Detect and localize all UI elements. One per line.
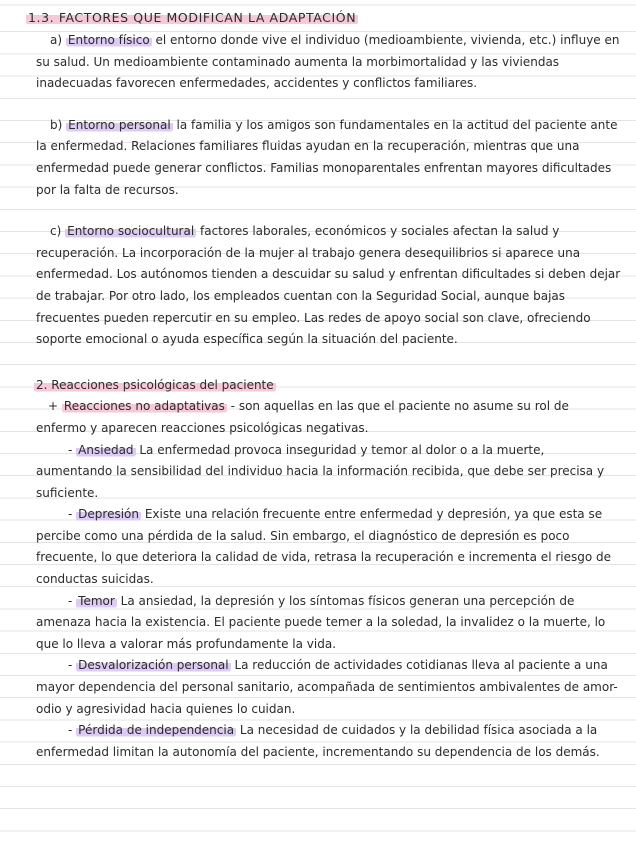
reaction-ansiedad-text: La enfermedad provoca inseguridad y temor al dolor o a la muerte, aumentando la sensibilidad del individuo hacia la información recibida, que debe ser precisa y suficiente. xyxy=(36,442,605,500)
reaction-ansiedad-marker: - xyxy=(68,442,73,457)
factor-c-marker: c) xyxy=(50,224,62,239)
reaction-ansiedad-term: Ansiedad xyxy=(78,442,134,457)
page-title-text: 1.3. FACTORES QUE MODIFICAN LA ADAPTACIÓN xyxy=(28,10,357,25)
page-title xyxy=(26,8,622,28)
factor-b-text: la familia y los amigos son fundamentales en la actitud del paciente ante la enfermedad. Relaciones familiares fluidas ayudan en la recuperación, mientras que una enfermedad puede generar conflictos. Familias monoparentales enfrentan mayores dificultades por la falta de recursos. xyxy=(36,117,618,197)
factor-b-term: Entorno personal xyxy=(68,117,171,132)
factor-a-text: el entorno donde vive el individuo (medioambiente, vivienda, etc.) influye en su salud. Un medioambiente contaminado aumenta la morbimortalidad y las viviendas inadecuadas favorecen enfermedades, accidentes y conflictos familiares. xyxy=(36,33,620,91)
factor-a-marker: a) xyxy=(50,33,63,47)
reaction-intro-text: - son aquellas en las que el paciente no asume su rol de enfermo y aparecen reacciones psicológicas negativas. xyxy=(36,399,569,435)
reaction-perdida-independencia-term: Pérdida de independencia xyxy=(78,723,235,738)
factor-a xyxy=(36,30,622,95)
factor-c-term: Entorno sociocultural xyxy=(67,224,195,239)
reaction-desvalorizacion-term: Desvalorización personal xyxy=(78,658,229,673)
reaction-depresion-term: Depresión xyxy=(78,507,139,522)
reaction-ansiedad xyxy=(36,440,622,505)
reaction-depresion-text: Existe una relación frecuente entre enfermedad y depresión, ya que esta se percibe como una pérdida de la salud. Sin embargo, el diagnóstico de depresión es poco frecuente, lo que deteriora la calidad de vida, retrasa la recuperación e incrementa el riesgo de conductas suicidas. xyxy=(36,507,612,587)
factor-b xyxy=(36,115,622,201)
reaction-intro-term: Reacciones no adaptativas xyxy=(63,399,225,414)
reaction-temor-text: La ansiedad, la depresión y los síntomas físicos generan una percepción de amenaza hacia la existencia. El paciente puede temer a la soledad, la invalidez o la muerte, lo que lo lleva a valorar más profundamente la vida. xyxy=(36,593,606,651)
reaction-intro-marker: + xyxy=(48,399,59,414)
reaction-temor-marker: - xyxy=(68,593,73,608)
factor-b-marker: b) xyxy=(50,117,63,132)
factor-c xyxy=(36,221,622,351)
reaction-depresion-marker: - xyxy=(68,507,73,522)
reaction-intro xyxy=(36,396,622,439)
spacer xyxy=(36,201,622,221)
reaction-depresion xyxy=(36,504,622,590)
factor-a-term: Entorno físico xyxy=(67,33,150,47)
spacer xyxy=(36,95,622,115)
factor-c-text: factores laborales, económicos y sociales afectan la salud y recuperación. La incorporación de la mujer al trabajo genera desequilibrios si aparece una enfermedad. Los autónomos tienden a descuidar su salud y enfrentan dificultades si deben dejar de trabajar. Por otro lado, los empleados cuentan con la Seguridad Social, aunque bajas frecuentes pueden repercutir en su empleo. Las redes de apoyo social son clave, ofreciendo soporte emocional o ayuda específica según la situación del paciente. xyxy=(36,224,621,347)
reaction-perdida-independencia-marker: - xyxy=(68,723,73,738)
spacer xyxy=(36,351,622,375)
reaction-desvalorizacion-text: La reducción de actividades cotidianas lleva al paciente a una mayor dependencia del personal sanitario, acompañada de sentimientos ambivalentes de amor-odio y agresividad hacia quienes lo cuidan. xyxy=(36,658,618,716)
reaction-temor-term: Temor xyxy=(78,593,115,608)
reaction-perdida-independencia-text: La necesidad de cuidados y la debilidad física asociada a la enfermedad limitan la autonomía del paciente, incrementando su dependencia de los demás. xyxy=(36,723,600,759)
reaction-desvalorizacion-marker: - xyxy=(68,658,73,673)
reaction-perdida-independencia xyxy=(36,720,622,763)
reaction-temor xyxy=(36,591,622,656)
reaction-desvalorizacion xyxy=(36,655,622,720)
section-2-heading-text: 2. Reacciones psicológicas del paciente xyxy=(36,377,274,392)
section-2-heading xyxy=(34,375,622,397)
